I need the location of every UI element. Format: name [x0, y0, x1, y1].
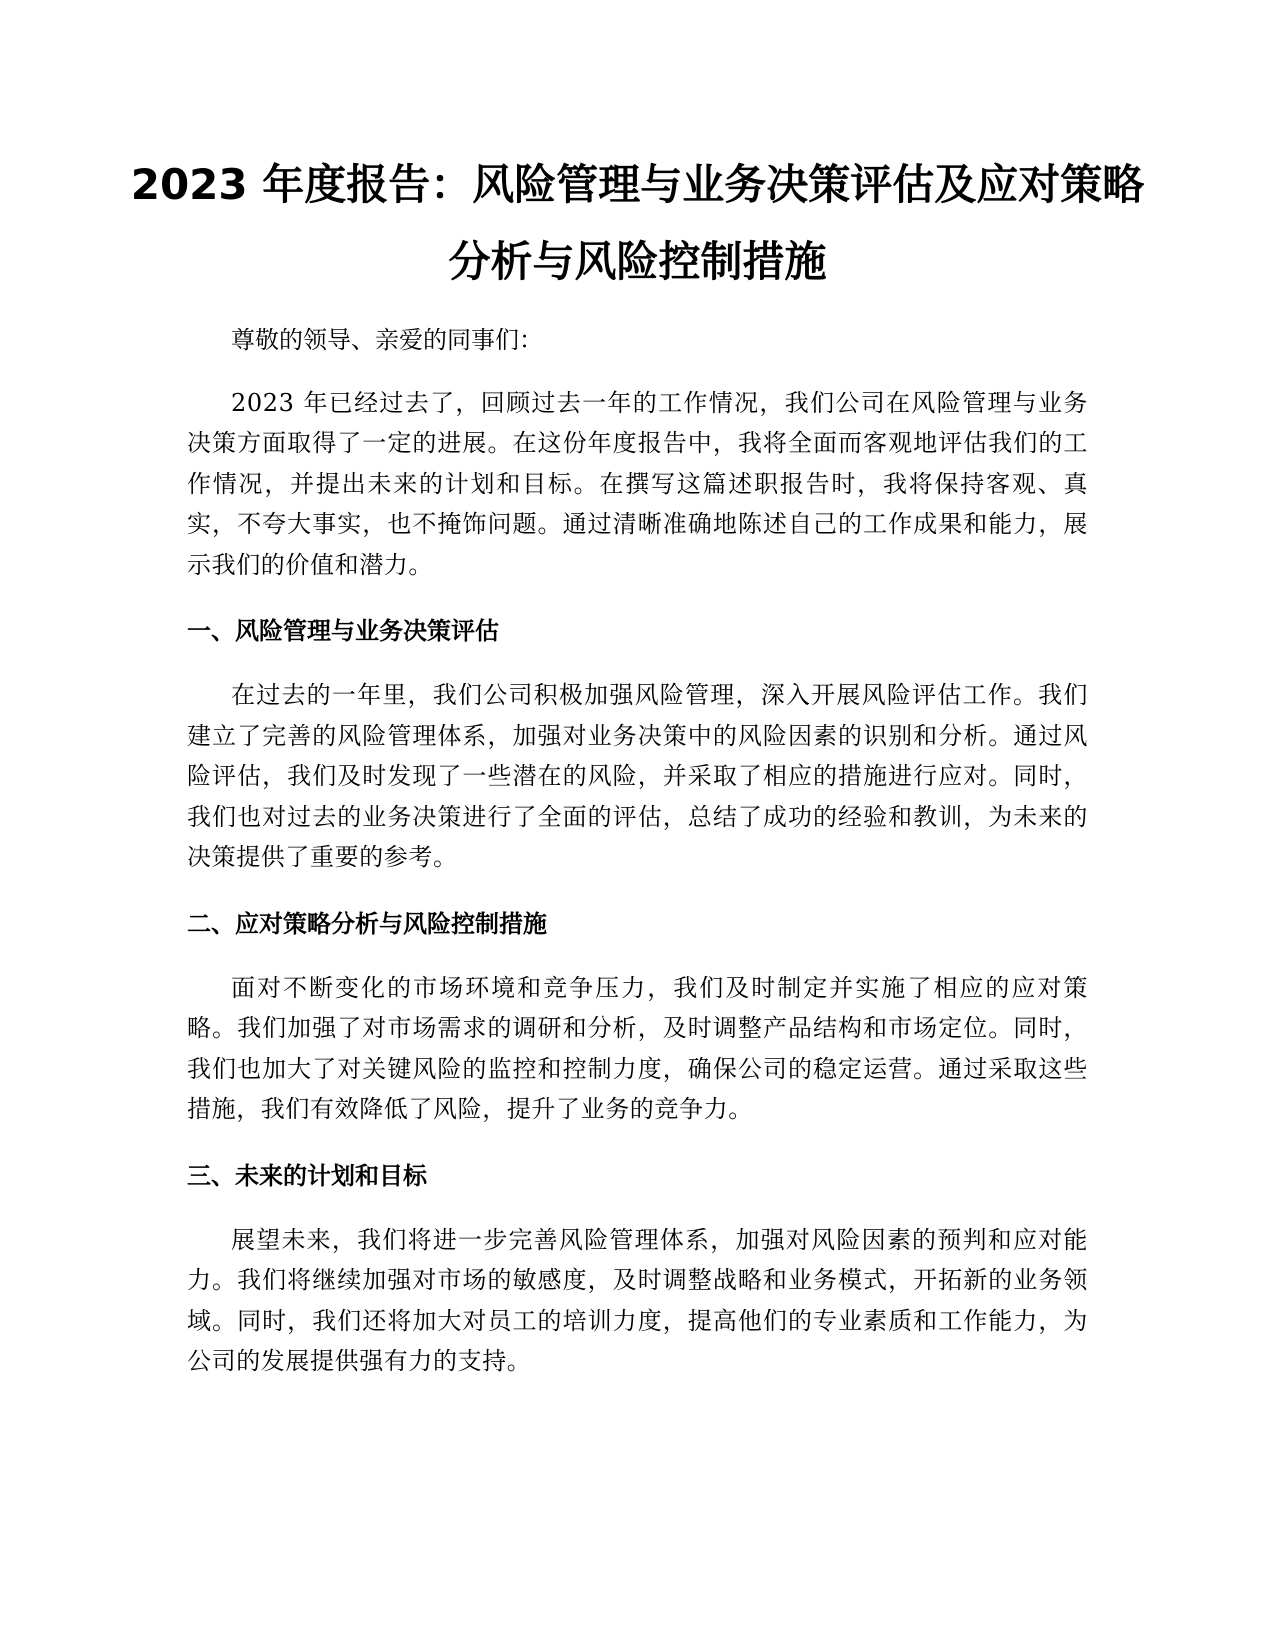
section-body-future-plans: 展望未来，我们将进一步完善风险管理体系，加强对风险因素的预判和应对能力。我们将继续加强对市场的敏感度，及时调整战略和业务模式，开拓新的业务领域。同时，我们还将加大对员工的培训力度，提高他们的专业素质和工作能力，为公司的发展提供强有力的支持。 [187, 1225, 1088, 1375]
document-title: 2023 年度报告：风险管理与业务决策评估及应对策略分析与风险控制措施 [130, 160, 1145, 286]
intro-paragraph: 2023 年已经过去了，回顾过去一年的工作情况，我们公司在风险管理与业务决策方面取得了一定的进展。在这份年度报告中，我将全面而客观地评估我们的工作情况，并提出未来的计划和目标。在撰写这篇述职报告时，我将保持客观、真实，不夸大事实，也不掩饰问题。通过清晰准确地陈述自己的工作成果和能力，展示我们的价值和潜力。 [187, 388, 1088, 579]
section-heading-future-plans: 三、未来的计划和目标 [187, 1161, 427, 1190]
salutation: 尊敬的领导、亲爱的同事们： [231, 326, 543, 354]
section-heading-strategy-control: 二、应对策略分析与风险控制措施 [187, 909, 547, 938]
document-body [187, 320, 1088, 1408]
section-body-strategy-control: 面对不断变化的市场环境和竞争压力，我们及时制定并实施了相应的应对策略。我们加强了对市场需求的调研和分析，及时调整产品结构和市场定位。同时，我们也加大了对关键风险的监控和控制力度，确保公司的稳定运营。通过采取这些措施，我们有效降低了风险，提升了业务的竞争力。 [187, 973, 1088, 1123]
section-heading-risk-assessment: 一、风险管理与业务决策评估 [187, 617, 499, 645]
section-body-risk-assessment: 在过去的一年里，我们公司积极加强风险管理，深入开展风险评估工作。我们建立了完善的风险管理体系，加强对业务决策中的风险因素的识别和分析。通过风险评估，我们及时发现了一些潜在的风险，并采取了相应的措施进行应对。同时，我们也对过去的业务决策进行了全面的评估，总结了成功的经验和教训，为未来的决策提供了重要的参考。 [187, 681, 1088, 871]
